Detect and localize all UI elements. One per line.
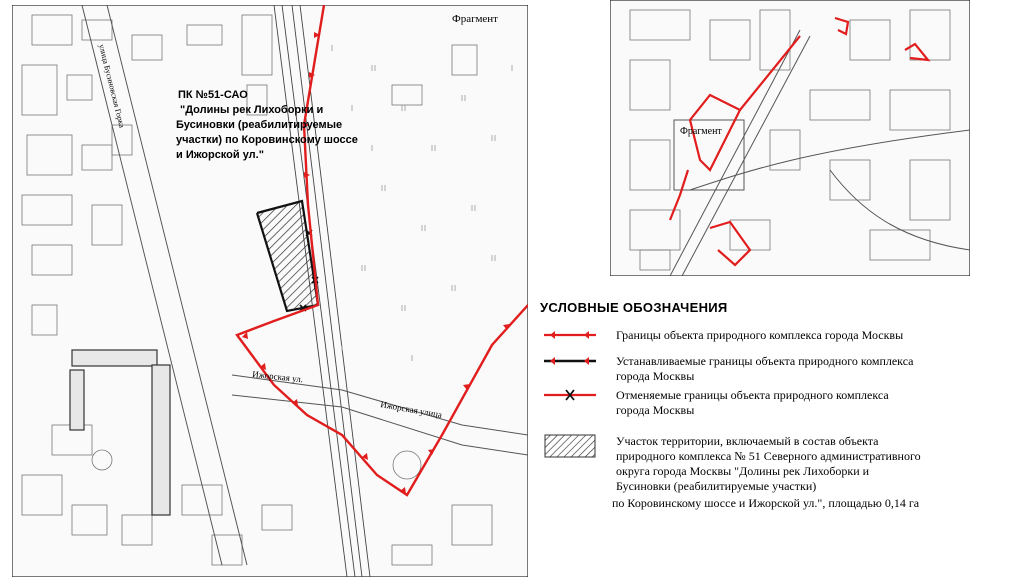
legend-label-line: по Коровинскому шоссе и Ижорской ул.", площадью 0,14 га <box>612 496 920 510</box>
legend-label-line: города Москвы <box>616 369 695 383</box>
pk-title-line: ПК №51-САО <box>178 89 248 101</box>
legend-label-line: Границы объекта природного комплекса города Москвы <box>616 328 904 342</box>
included-area-symbol <box>544 434 596 458</box>
street-label-izhorskaya-2: Ижорская улица <box>379 399 443 420</box>
fragment-label-inset: Фрагмент <box>680 126 722 137</box>
pk-title-line: участки) по Коровинскому шоссе <box>176 134 358 146</box>
legend-label-line: Устанавливаемые границы объекта природного комплекса <box>616 354 914 368</box>
legend-label-line: Участок территории, включаемый в состав объекта <box>616 434 879 448</box>
pk-title-line: и Ижорской ул." <box>176 149 264 161</box>
legend-title: УСЛОВНЫЕ ОБОЗНАЧЕНИЯ <box>540 300 728 315</box>
legend-label-line: округа города Москвы "Долины рек Лихоборки и <box>616 464 870 478</box>
street-label-businovskaya: улица Бусиновская Горка <box>97 43 127 129</box>
legend <box>540 300 1010 510</box>
fragment-label-main: Фрагмент <box>452 13 498 25</box>
pk-title-block <box>160 88 380 163</box>
legend-label-line: Бусиновки (реабилитируемые участки) <box>616 479 817 493</box>
established-boundary-symbol <box>544 354 596 368</box>
inset-map <box>610 0 970 276</box>
pk-title-line: Бусиновки (реабилитируемые <box>176 119 343 131</box>
pk-boundary-symbol <box>544 328 596 342</box>
legend-label-line: природного комплекса № 51 Северного административного <box>616 449 921 463</box>
legend-label-line: города Москвы <box>616 403 695 417</box>
legend-label-line: Отменяемые границы объекта природного комплекса <box>616 388 889 402</box>
pk-title-line: "Долины рек Лихоборки и <box>180 104 324 116</box>
cancelled-boundary-symbol <box>544 388 596 402</box>
street-label-izhorskaya-1: Ижорская ул. <box>251 369 304 385</box>
